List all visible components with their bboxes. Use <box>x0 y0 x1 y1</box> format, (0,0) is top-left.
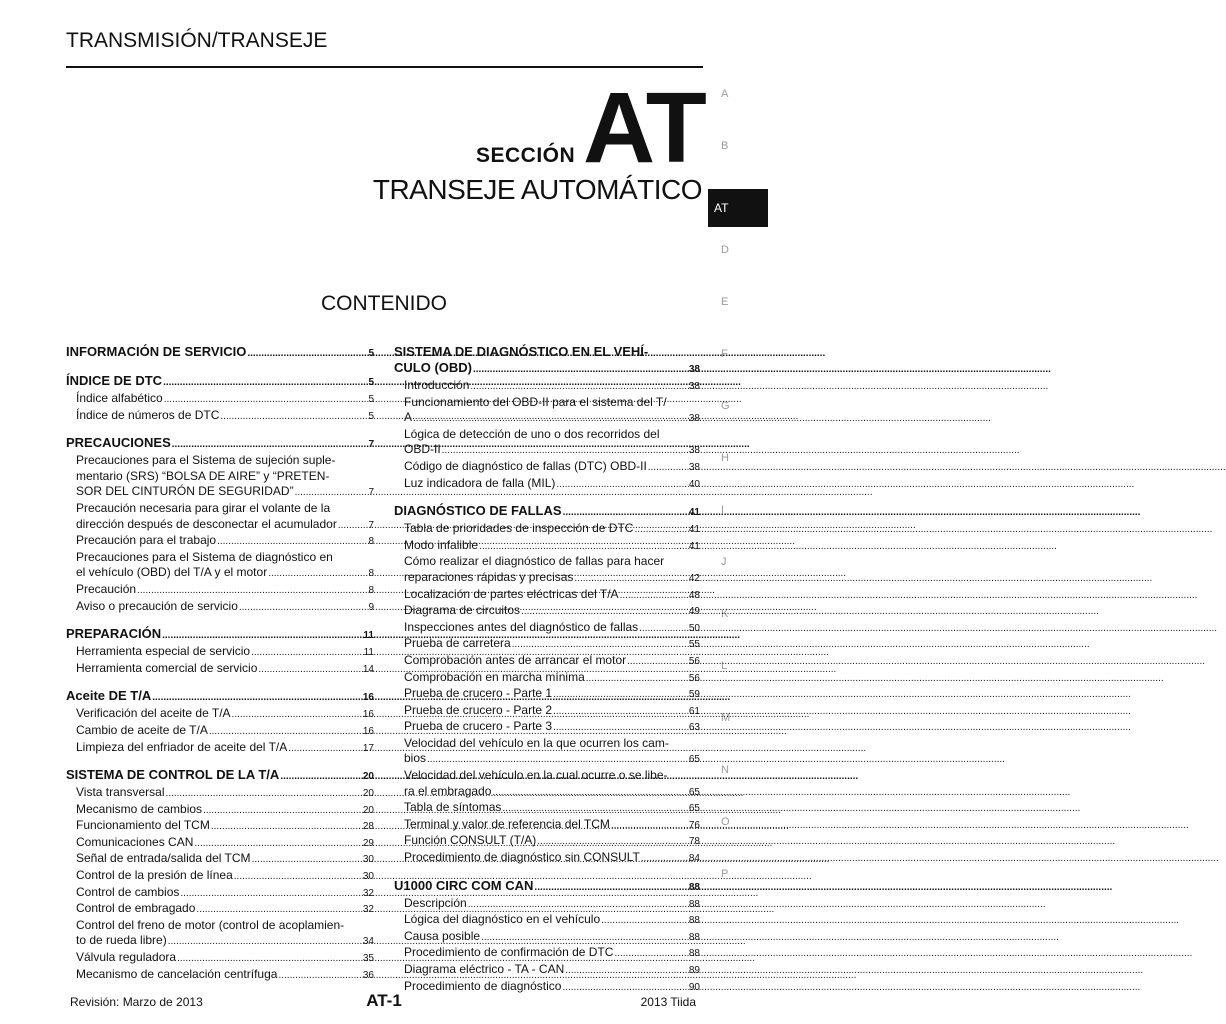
toc-item[interactable] <box>66 802 374 819</box>
toc-item-page: 36 <box>362 969 374 981</box>
toc-item-text: Aviso o precaución de servicio <box>76 598 238 613</box>
toc-item-text: Limpieza del enfriador de aceite del T/A <box>76 739 288 754</box>
toc-item[interactable] <box>394 670 700 687</box>
toc-section <box>394 878 700 996</box>
toc-section <box>66 767 374 983</box>
toc-item-text: Precaución para el trabajo <box>76 533 217 548</box>
toc-item-text: Velocidad del vehículo en la cual ocurre o se libe- <box>404 768 668 783</box>
toc-heading-text: ÍNDICE DE DTC <box>66 373 163 388</box>
toc-right-column <box>394 344 700 1006</box>
toc-heading[interactable] <box>66 373 374 391</box>
toc-item-page: 40 <box>688 478 700 490</box>
toc-item-page: 17 <box>362 742 374 754</box>
toc-heading-page: 20 <box>362 771 374 783</box>
toc-heading-text: U1000 CIRC COM CAN <box>394 877 534 893</box>
dot-leader <box>648 459 688 476</box>
toc-item-page: 20 <box>362 788 374 800</box>
dot-leader <box>473 360 688 378</box>
toc-heading[interactable] <box>394 503 700 521</box>
toc-item[interactable] <box>394 703 700 720</box>
dot-leader <box>634 521 687 538</box>
dot-leader <box>611 817 688 834</box>
toc-item[interactable] <box>394 442 700 459</box>
dot-leader <box>601 912 688 929</box>
toc-item[interactable] <box>66 517 374 534</box>
dot-leader <box>180 885 361 902</box>
toc-heading-text: CULO (OBD) <box>394 360 472 375</box>
toc-item-text: Control de la presión de línea <box>76 868 233 883</box>
dot-leader <box>574 570 687 587</box>
dot-leader <box>620 587 688 604</box>
toc-item[interactable] <box>66 565 374 582</box>
dot-leader <box>481 929 688 946</box>
toc-item[interactable] <box>394 459 700 476</box>
toc-heading-page: 41 <box>688 507 700 519</box>
toc-item-text: Índice alfabético <box>76 391 163 405</box>
toc-item-text: Señal de entrada/salida del TCM <box>76 851 251 866</box>
toc-item[interactable] <box>394 653 700 670</box>
toc-item-page: 76 <box>688 819 700 831</box>
toc-heading-text: SISTEMA DE CONTROL DE LA T/A <box>66 767 280 783</box>
toc-item[interactable] <box>66 391 374 408</box>
toc-item-text: Funcionamiento del OBD-II para el sistema del T/ <box>404 394 667 409</box>
toc-heading[interactable] <box>66 344 374 362</box>
dot-leader <box>639 620 688 637</box>
toc-item-text: Procedimiento de diagnóstico sin CONSULT <box>404 850 640 865</box>
toc-heading-page: 11 <box>363 630 374 642</box>
toc-item[interactable] <box>394 929 700 946</box>
toc-item-text: Introducción <box>404 378 470 392</box>
toc-item[interactable] <box>394 850 700 867</box>
toc-heading-text: Aceite DE T/A <box>66 688 152 704</box>
toc-item[interactable] <box>394 587 700 604</box>
side-letter-a[interactable]: A <box>721 88 729 100</box>
dot-leader <box>278 967 361 984</box>
dot-leader <box>172 435 368 453</box>
toc-item-page: 38 <box>688 413 700 425</box>
toc-item-page: 88 <box>688 915 700 927</box>
toc-item-page: 88 <box>688 898 700 910</box>
toc-item-page: 78 <box>688 836 700 848</box>
side-letter-j[interactable]: J <box>721 556 727 568</box>
toc-item-text: Precaución necesaria para girar el volante de la <box>76 500 331 515</box>
toc-item[interactable] <box>66 785 374 802</box>
dot-leader <box>534 878 687 896</box>
dot-leader <box>338 517 368 534</box>
dot-leader <box>553 703 688 720</box>
dot-leader <box>162 626 362 644</box>
toc-item[interactable] <box>66 933 374 950</box>
toc-item-page: 7 <box>368 519 374 531</box>
dot-leader <box>427 751 688 768</box>
dot-leader <box>280 767 362 785</box>
toc-heading[interactable] <box>66 626 374 644</box>
toc-item-text: Descripción <box>404 895 467 910</box>
side-letter-e[interactable]: E <box>721 296 729 308</box>
toc-item-text: Vista transversal <box>76 785 165 800</box>
toc-item-page: 34 <box>362 936 374 948</box>
toc-item-text: dirección después de desconectar el acumulador <box>76 516 337 531</box>
toc-item-text: Válvula reguladora <box>76 950 177 965</box>
toc-item-text: Control de embragado <box>76 901 196 916</box>
toc-item[interactable] <box>394 410 700 427</box>
toc-heading[interactable] <box>66 688 374 706</box>
toc-item[interactable] <box>394 603 700 620</box>
side-letter-p[interactable]: P <box>721 868 729 880</box>
side-letter-g[interactable]: G <box>721 400 730 412</box>
toc-heading[interactable] <box>394 878 700 896</box>
toc-heading[interactable] <box>66 435 374 453</box>
toc-item[interactable] <box>394 800 700 817</box>
dot-leader <box>537 833 688 850</box>
toc-item[interactable] <box>394 686 700 703</box>
toc-item-text: Procedimiento de confirmación de DTC <box>404 945 614 960</box>
dot-leader <box>232 706 362 723</box>
dot-leader <box>512 636 688 653</box>
toc-heading-text: PREPARACIÓN <box>66 626 162 642</box>
toc-item-text: Localización de partes eléctricas del T/A <box>404 586 619 601</box>
toc-item-page: 88 <box>688 948 700 960</box>
toc-item-page: 90 <box>688 981 700 993</box>
footer-revision: Revisión: Marzo de 2013 <box>70 995 203 1009</box>
toc-item-page: 65 <box>688 786 700 798</box>
dot-leader <box>563 503 688 521</box>
footer-model: 2013 Tiida <box>640 995 696 1009</box>
dot-leader <box>479 538 688 555</box>
side-letter-o[interactable]: O <box>721 816 730 828</box>
toc-item-page: 11 <box>363 647 374 659</box>
toc-item-text: SOR DEL CINTURÓN DE SEGURIDAD” <box>76 484 294 499</box>
side-letter-at[interactable]: AT <box>708 189 768 227</box>
toc-heading-text: SISTEMA DE DIAGNÓSTICO EN EL VEHÍ- <box>394 344 649 359</box>
toc-heading-page: 88 <box>688 881 700 893</box>
toc-item-page: 65 <box>688 754 700 766</box>
toc-item-text: Comprobación en marcha mínima <box>404 669 585 684</box>
toc-item[interactable] <box>394 896 700 913</box>
toc-item-page: 41 <box>688 540 700 552</box>
toc-item-text: Comprobación antes de arrancar el motor <box>404 652 627 667</box>
header-rule <box>66 66 703 68</box>
toc-item-text: el vehículo (OBD) del T/A y el motor <box>76 565 268 580</box>
dot-leader <box>196 901 361 918</box>
toc-item[interactable] <box>66 484 374 501</box>
toc-item[interactable] <box>66 885 374 902</box>
toc-item[interactable] <box>394 962 700 979</box>
dot-leader <box>268 565 367 582</box>
toc-item-text: Luz indicadora de falla (MIL) <box>404 475 556 490</box>
toc-item-page: 48 <box>688 589 700 601</box>
toc-item[interactable] <box>66 901 374 918</box>
toc-item[interactable] <box>66 533 374 550</box>
toc-item-text: Procedimiento de diagnóstico <box>404 978 562 993</box>
toc-item[interactable] <box>66 408 374 425</box>
toc-item-page: 49 <box>688 606 700 618</box>
dot-leader <box>521 603 688 620</box>
toc-heading-page: 5 <box>368 377 374 388</box>
dot-leader <box>209 723 362 740</box>
section-word: SECCIÓN <box>476 144 576 167</box>
dot-leader <box>165 785 361 802</box>
dot-leader <box>413 410 688 427</box>
toc-heading-page: 7 <box>368 439 374 451</box>
dot-leader <box>252 851 362 868</box>
toc-item[interactable] <box>394 620 700 637</box>
contents-title: CONTENIDO <box>321 292 447 315</box>
toc-item-text: OBD-II <box>404 442 441 457</box>
toc-item-text: Diagrama de circuitos <box>404 603 521 618</box>
toc-item-text: Lógica del diagnóstico en el vehículo <box>404 912 601 927</box>
side-letter-k[interactable]: K <box>721 608 729 620</box>
toc-item-text: mentario (SRS) “BOLSA DE AIRE” y “PRETEN- <box>76 468 330 483</box>
toc-item-text: Herramienta especial de servicio <box>76 644 251 659</box>
toc-item-page: 16 <box>362 709 374 721</box>
toc-item[interactable] <box>66 868 374 885</box>
toc-item-page: 65 <box>688 803 700 815</box>
side-letter-l[interactable]: L <box>721 660 728 672</box>
toc-item-page: 61 <box>688 705 700 717</box>
toc-heading-text: PRECAUCIONES <box>66 435 171 451</box>
toc-item[interactable] <box>66 740 374 757</box>
side-letter-h[interactable]: H <box>721 452 729 464</box>
toc-item-page: 9 <box>368 601 374 613</box>
toc-item[interactable] <box>394 476 700 493</box>
toc-item-page: 8 <box>368 536 374 548</box>
dot-leader <box>553 719 688 736</box>
dot-leader <box>137 582 367 599</box>
toc-item-page: 20 <box>362 804 374 816</box>
toc-item-text: Control de cambios <box>76 884 180 899</box>
dot-leader <box>177 950 362 967</box>
side-letter-d[interactable]: D <box>721 244 729 256</box>
toc-item-text: Tabla de prioridades de inspección de DTC <box>404 521 634 536</box>
toc-heading[interactable] <box>66 767 374 785</box>
toc-item-text: Mecanismo de cambios <box>76 801 203 816</box>
section-name: TRANSEJE AUTOMÁTICO <box>372 174 702 205</box>
toc-item-page: 88 <box>688 931 700 943</box>
dot-leader <box>152 688 362 706</box>
toc-item-text: ra el embragado <box>404 783 492 798</box>
toc-item-page: 29 <box>362 837 374 849</box>
toc-left-column <box>66 344 374 994</box>
toc-item[interactable] <box>394 912 700 929</box>
toc-item[interactable] <box>394 719 700 736</box>
header-title: TRANSMISIÓN/TRANSEJE <box>66 29 328 52</box>
toc-item-page: 8 <box>368 584 374 596</box>
toc-item[interactable] <box>66 723 374 740</box>
toc-item[interactable] <box>66 950 374 967</box>
toc-item-text: Terminal y valor de referencia del TCM <box>404 816 610 831</box>
toc-item-text: Comunicaciones CAN <box>76 834 194 849</box>
toc-heading-page: 16 <box>362 692 374 704</box>
toc-item[interactable] <box>66 818 374 835</box>
dot-leader <box>247 344 367 362</box>
toc-section <box>66 626 374 677</box>
toc-item-text: Diagrama eléctrico - TA - CAN <box>404 962 565 976</box>
footer-page-number: AT-1 <box>366 991 402 1010</box>
toc-item[interactable] <box>66 644 374 661</box>
toc-item[interactable] <box>66 582 374 599</box>
dot-leader <box>470 378 688 395</box>
toc-item-page: 14 <box>362 663 374 675</box>
toc-item-text: Velocidad del vehículo en la que ocurren los cam- <box>404 735 669 750</box>
toc-item-text: Prueba de crucero - Parte 3 <box>404 719 553 734</box>
dot-leader <box>163 373 367 391</box>
dot-leader <box>565 962 688 979</box>
toc-item-text: Modo infalible <box>404 537 479 552</box>
side-letter-b[interactable]: B <box>721 140 729 152</box>
toc-section <box>66 688 374 756</box>
toc-section <box>66 344 374 362</box>
toc-item-page: 38 <box>688 445 700 457</box>
toc-item-text: Prueba de crucero - Parte 2 <box>404 702 553 717</box>
toc-item-text: Causa posible <box>404 928 481 943</box>
toc-item-text: Precauciones para el Sistema de diagnóstico en <box>76 549 333 564</box>
dot-leader <box>251 644 363 661</box>
toc-item-text: Función CONSULT (T/A) <box>404 833 537 848</box>
dot-leader <box>614 945 687 962</box>
toc-item-text: Prueba de crucero - Parte 1 <box>404 686 553 701</box>
toc-item-text: to de rueda libre) <box>76 933 167 948</box>
toc-heading[interactable] <box>394 360 700 378</box>
toc-item-page: 41 <box>688 524 700 536</box>
toc-heading-page: 5 <box>368 348 374 359</box>
dot-leader <box>641 850 688 867</box>
toc-item[interactable] <box>394 570 700 587</box>
toc-item[interactable] <box>66 835 374 852</box>
toc-item-page: 32 <box>362 904 374 916</box>
toc-item-text: Precaución <box>76 581 137 596</box>
toc-item[interactable] <box>394 636 700 653</box>
dot-leader <box>211 818 362 835</box>
toc-item-page: 56 <box>688 672 700 684</box>
toc-item[interactable] <box>394 945 700 962</box>
toc-item[interactable] <box>66 661 374 678</box>
dot-leader <box>492 784 687 801</box>
toc-item-text: Mecanismo de cancelación centrífuga <box>76 966 278 981</box>
toc-item-page: 38 <box>688 461 700 473</box>
toc-item-text: Control del freno de motor (control de acoplamien- <box>76 917 345 932</box>
toc-item-text: Cómo realizar el diagnóstico de fallas para hacer <box>404 554 665 569</box>
toc-item-page: 56 <box>688 655 700 667</box>
dot-leader <box>442 442 688 459</box>
toc-heading-text: INFORMACIÓN DE SERVICIO <box>66 344 247 359</box>
side-letter-f[interactable]: F <box>721 348 728 360</box>
toc-item-text: Funcionamiento del TCM <box>76 818 210 833</box>
toc-section <box>394 344 700 492</box>
toc-item-text: Inspecciones antes del diagnóstico de fallas <box>404 619 639 634</box>
toc-item-text: Lógica de detección de uno o dos recorridos del <box>404 426 660 441</box>
toc-item-page: 5 <box>368 394 374 405</box>
side-letter-n[interactable]: N <box>721 764 729 776</box>
toc-item-page: 89 <box>688 965 700 976</box>
dot-leader <box>168 933 362 950</box>
toc-item[interactable] <box>394 378 700 395</box>
dot-leader <box>217 533 367 550</box>
dot-leader <box>288 740 362 757</box>
toc-item[interactable] <box>394 538 700 555</box>
toc-item-text: bios <box>404 751 427 766</box>
toc-heading-text: DIAGNÓSTICO DE FALLAS <box>394 503 562 519</box>
toc-item-page: 32 <box>362 887 374 899</box>
toc-item-page: 35 <box>362 953 374 965</box>
dot-leader <box>586 670 688 687</box>
toc-section <box>394 503 700 866</box>
dot-leader <box>627 653 688 670</box>
dot-leader <box>553 686 688 703</box>
dot-leader <box>502 800 687 817</box>
dot-leader <box>295 484 368 501</box>
dot-leader <box>556 476 687 493</box>
dot-leader <box>239 599 368 616</box>
toc-item-page: 50 <box>688 622 700 634</box>
dot-leader <box>258 661 361 678</box>
toc-item-page: 8 <box>368 568 374 580</box>
toc-item-page: 5 <box>368 410 374 422</box>
toc-item-text: Precauciones para el Sistema de sujeción suple- <box>76 453 336 468</box>
dot-leader <box>194 835 361 852</box>
side-letter-m[interactable]: M <box>721 712 731 724</box>
toc-item[interactable] <box>66 967 374 984</box>
toc-item-text: A <box>404 410 413 425</box>
dot-leader <box>234 868 362 885</box>
toc-item-page: 28 <box>362 821 374 833</box>
toc-item-text: Código de diagnóstico de fallas (DTC) OBD-II <box>404 458 647 473</box>
toc-section <box>66 373 374 424</box>
toc-item-text: Cambio de aceite de T/A <box>76 722 208 737</box>
toc-item-page: 30 <box>362 871 374 883</box>
toc-item-page: 16 <box>362 725 374 737</box>
toc-item-page: 42 <box>688 572 700 584</box>
toc-item-page: 59 <box>688 689 700 701</box>
toc-item-text: reparaciones rápidas y precisas <box>404 569 574 584</box>
toc-item[interactable] <box>394 521 700 538</box>
toc-item[interactable] <box>66 706 374 723</box>
toc-item[interactable] <box>66 851 374 868</box>
toc-item-text: Índice de números de DTC <box>76 407 220 422</box>
toc-item-text: Tabla de síntomas <box>404 800 502 815</box>
toc-item[interactable] <box>394 784 700 801</box>
dot-leader <box>220 408 367 425</box>
toc-item-page: 84 <box>688 853 700 865</box>
dot-leader <box>164 391 368 408</box>
toc-item-page: 55 <box>688 639 700 651</box>
toc-item[interactable] <box>394 833 700 850</box>
toc-item-page: 63 <box>688 722 700 734</box>
toc-item[interactable] <box>394 751 700 768</box>
toc-item[interactable] <box>394 817 700 834</box>
toc-item-text: Prueba de carretera <box>404 636 511 651</box>
side-letter-i[interactable]: I <box>721 504 725 516</box>
dot-leader <box>203 802 362 819</box>
toc-item-page: 30 <box>362 854 374 866</box>
dot-leader <box>468 896 688 913</box>
section-code: AT <box>583 72 705 184</box>
toc-heading-page: 38 <box>688 364 700 375</box>
toc-item-text: Verificación del aceite de T/A <box>76 706 231 721</box>
toc-item-page: 7 <box>368 487 374 499</box>
toc-item-text: Herramienta comercial de servicio <box>76 660 258 675</box>
toc-item[interactable] <box>66 599 374 616</box>
toc-item-page: 38 <box>688 381 700 392</box>
toc-section <box>66 435 374 615</box>
